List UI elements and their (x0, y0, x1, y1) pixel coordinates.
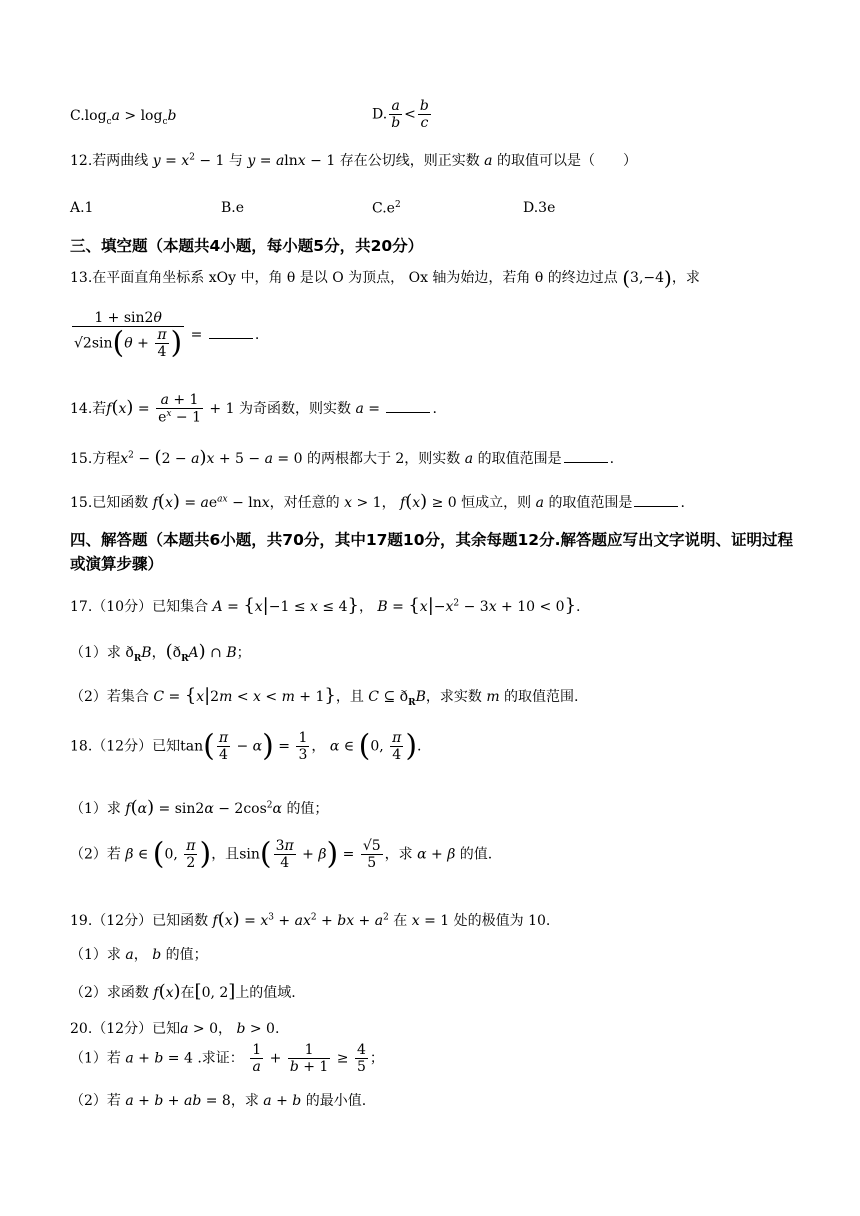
question-17-part-1: （1）求 $ð_RB$，$(ð_RA)$ ∩ B； (70, 641, 251, 664)
question-19-part-2: （2）求函数 f(x)在[0, 2]上的值域. (70, 981, 296, 1002)
question-18-part-1: （1）求 $f(\alpha) = \sin 2\alpha - 2\cos^2\alpha$ 的值； (70, 797, 329, 818)
q11-option-c: $C.\log_ca > \log_cb$ (70, 108, 177, 127)
question-17: 17.（10分）已知集合 A = {x|−1 ≤ x ≤ 4}， $B = \{x|-x^2 - 3x + 10 < 0\}$. (70, 595, 581, 616)
question-14: 14.若f(x) = $\frac{a + 1}{e^x - 1}$ + 1 为奇函数，则实数 a = . (70, 392, 437, 426)
question-20-part-2: （2）若 a + b + ab = 8，求 a + b 的最小值. (70, 1093, 367, 1109)
q12-option-d: D.3e (523, 200, 556, 216)
question-12: 12.若两曲线 $y = x^2 - 1$ 与 y = alnx − 1 存在公切线，则正实数 a 的取值可以是（ ） (70, 152, 637, 169)
question-13: 13.在平面直角坐标系 xOy 中，角 θ 是以 O 为顶点， Ox 轴为始边，若角 θ 的终边过点 (3,−4)，求 (70, 266, 700, 290)
q12-option-b: B.e (221, 200, 245, 216)
question-13-expression: 1 + sin2θ √2sin(θ + $\frac{\pi}{4}$ ) = . (74, 310, 260, 361)
answer-blank[interactable] (634, 506, 678, 507)
question-18: 18.（12分）已知tan( $\frac{\pi}{4}$ − α) = $\frac{1}{3}$ ， α ∈ (0, $\frac{\pi}{4}$ ). (70, 728, 422, 764)
question-18-part-2: （2）若 β ∈ (0, $\frac{\pi}{2}$ )，且sin( $\frac{3\pi}{4}$ + β) = $\frac{√5}{5}$ ，求 α + β 的值. (70, 836, 493, 872)
q12-option-c: $C.e^2$ (372, 200, 401, 217)
answer-blank[interactable] (386, 412, 430, 413)
section-3-heading: 三、填空题（本题共4小题，每小题5分，共20分） (70, 237, 424, 255)
question-19: 19.（12分）已知函数 $f(x) = x^3 + ax^2$ + bx + $a^2$ 在 x = 1 处的极值为 10. (70, 909, 551, 930)
question-19-part-1: （1）求 a， b 的值； (70, 947, 208, 963)
q12-option-a: A.1 (70, 200, 94, 216)
answer-blank[interactable] (564, 462, 608, 463)
question-17-part-2: （2）若集合 C = {x|2m < x < m + 1}，且 C ⊆ $ð_RB$，求实数 m 的取值范围. (70, 685, 579, 708)
question-16: 15.已知函数 $f(x) = ae^{ax} - \ln x$，对任意的 x > 1， f(x) ≥ 0 恒成立，则 a 的取值范围是 . (70, 491, 685, 512)
question-20-part-1: （1）若 a + b = 4 .求证： $\frac{1}{a}$ + $\frac{1}{b + 1}$ ≥ $\frac{4}{5}$ ； (70, 1042, 384, 1076)
q11-option-d: D. $\frac{a}{b}$ < $\frac{b}{c}$ (372, 98, 429, 132)
question-15: 15.方程$x^2 - (2 - a)x + 5 - a = 0$ 的两根都大于 2，则实数 a 的取值范围是 . (70, 447, 615, 468)
answer-blank[interactable] (209, 338, 253, 339)
section-4-heading: 四、解答题（本题共6小题，共70分，其中17题10分，其余每题12分.解答题应写出文字说明、证明过程或演算步骤） (70, 531, 793, 574)
question-20: 20.（12分）已知a > 0， b > 0. (70, 1021, 280, 1037)
